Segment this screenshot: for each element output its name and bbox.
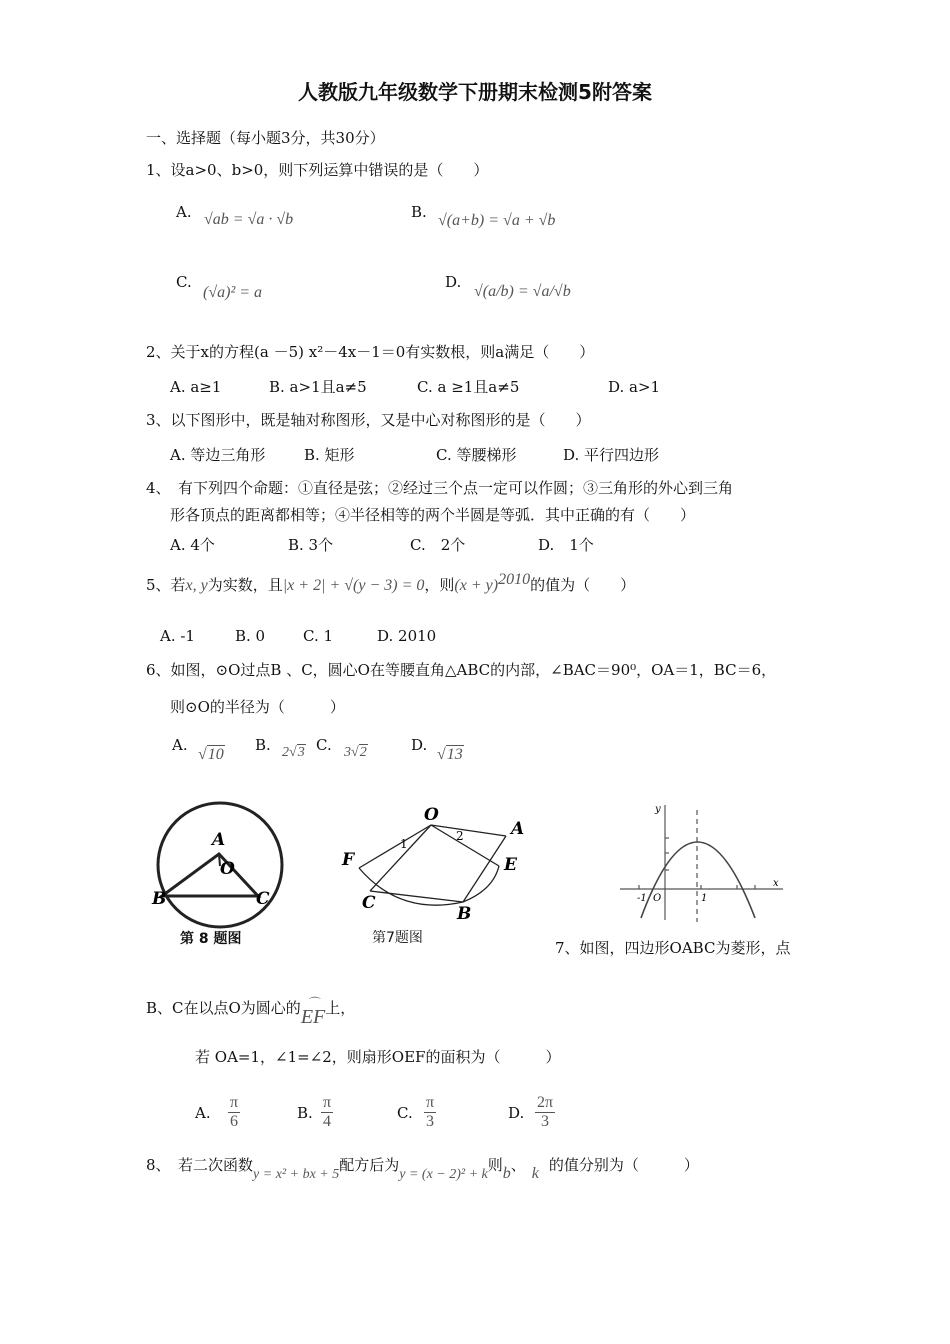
q6-option-a-label: A. [172, 736, 188, 754]
q5-stem: 5、若x, y为实数，且|x + 2| + √(y − 3) = 0，则$(x + y)^{2010}$的值为（ ） [146, 571, 636, 594]
fig8-label-a: A [212, 830, 226, 850]
q7-option-d-label: D. [508, 1104, 525, 1122]
q7-stem-continued: B、C在以点O为圆心的 ⌒ EF上， [146, 996, 356, 1028]
q6-option-c-value: 3√ 2 [344, 743, 368, 763]
arc-ef: ⌒ EF [300, 996, 326, 1028]
q1-option-c-formula: (√a)² = a [203, 284, 263, 301]
figure-8-caption: 第 8 题图 [180, 931, 242, 947]
fig7-angle-1: 1 [400, 837, 408, 851]
q6-stem: 6、如图，⊙O过点B 、C，圆心O在等腰直角△ABC的内部，∠BAC＝90⁰，OA＝1，BC＝6， [146, 661, 777, 679]
fig7-angle-2: 2 [456, 829, 464, 843]
q7-option-c-label: C. [397, 1104, 413, 1122]
q7-option-c-value: $\frac{\pi}{3}$ [426, 1094, 435, 1130]
fig7-label-f: F [342, 850, 355, 870]
q3-option-c: C. 等腰梯形 [436, 446, 517, 464]
fig7-label-o: O [424, 805, 439, 825]
q1-option-a-formula: √ab = √a · √b [204, 211, 294, 228]
q3-stem: 3、以下图形中，既是轴对称图形，又是中心对称图形的是（ ） [146, 411, 591, 429]
q2-option-d: D. a>1 [608, 378, 661, 396]
fig7-label-e: E [504, 855, 517, 875]
q6-stem-continued: 则⊙O的半径为（ ） [170, 698, 345, 716]
q6-option-c-label: C. [316, 736, 332, 754]
q8-stem: 8、 若二次函数y = x² + bx + 5配方后为y = (x − 2)² + k则b、 k 的值分别为（ ） [146, 1156, 699, 1182]
page-title: 人教版九年级数学下册期末检测5附答案 [298, 80, 652, 104]
q4-option-a: A. 4个 [170, 536, 215, 554]
q6-option-d-label: D. [411, 736, 428, 754]
fig8-label-c: C [256, 889, 270, 909]
q1-option-c-label: C. [176, 273, 192, 291]
graph-tick-neg1: -1 [637, 893, 647, 904]
q5-option-c: C. 1 [303, 627, 334, 645]
q7-stem: 7、如图，四边形OABC为菱形，点 [555, 939, 791, 957]
q4-stem: 4、 有下列四个命题：①直径是弦；②经过三个点一定可以作圆；③三角形的外心到三角 [146, 479, 734, 497]
q4-stem-continued: 形各顶点的距离都相等；④半径相等的两个半圆是等弧．其中正确的有（ ） [170, 506, 696, 524]
q7-option-d-value: $\frac{2\pi}{3}$ [537, 1094, 554, 1130]
q1-option-d-formula: √(a/b) = √a/√b [474, 283, 571, 300]
q2-stem: 2、关于x的方程(a －5) x²－4x－1＝0有实数根，则a满足（ ） [146, 343, 595, 361]
q7-stem-condition: 若 OA=1，∠1=∠2，则扇形OEF的面积为（ ） [195, 1048, 561, 1066]
q4-option-d: D. 1个 [538, 536, 594, 554]
section-heading: 一、选择题（每小题3分，共30分） [146, 129, 385, 147]
q4-option-c: C. 2个 [410, 536, 466, 554]
q1-option-d-label: D. [445, 273, 462, 291]
q4-option-b: B. 3个 [288, 536, 334, 554]
figure-7-caption: 第7题图 [372, 930, 423, 946]
fig7-label-b: B [457, 904, 472, 923]
graph-tick-1: 1 [701, 893, 708, 904]
figure-8-circle-triangle [150, 800, 290, 930]
q3-option-b: B. 矩形 [304, 446, 355, 464]
q5-option-b: B. 0 [235, 627, 266, 645]
graph-x-label: x [773, 878, 779, 889]
q6-option-d-value: √ 13 [437, 745, 464, 765]
q7-option-b-label: B. [297, 1104, 313, 1122]
q1-stem: 1、设a>0、b>0，则下列运算中错误的是（ ） [146, 161, 489, 179]
fig7-label-c: C [362, 893, 376, 913]
q2-option-a: A. a≥1 [170, 378, 222, 396]
q3-option-a: A. 等边三角形 [170, 446, 266, 464]
q7-option-a-value: $\frac{\pi}{6}$ [230, 1094, 239, 1130]
q2-option-b: B. a>1且a≠5 [269, 378, 367, 396]
q7-option-b-value: $\frac{\pi}{4}$ [323, 1094, 332, 1130]
q1-option-b-formula: √(a+b) = √a + √b [438, 212, 556, 229]
q6-option-a-value: √ 10 [198, 745, 225, 765]
q7-option-a-label: A. [195, 1104, 211, 1122]
q5-option-d: D. 2010 [377, 627, 437, 645]
fig8-label-o: O [220, 859, 235, 879]
q2-option-c: C. a ≥1且a≠5 [417, 378, 520, 396]
fig7-label-a: A [511, 819, 525, 839]
graph-origin: O [653, 893, 662, 904]
fig8-label-b: B [152, 889, 167, 909]
parabola-graph [615, 800, 785, 925]
graph-y-label: y [655, 804, 661, 815]
figure-7-rhombus-sector [330, 798, 540, 923]
q3-option-d: D. 平行四边形 [563, 446, 660, 464]
q6-option-b-value: 2√ 3 [282, 743, 306, 763]
q5-option-a: A. -1 [160, 627, 195, 645]
q1-option-b-label: B. [411, 203, 427, 221]
q6-option-b-label: B. [255, 736, 271, 754]
q1-option-a-label: A. [176, 203, 192, 221]
